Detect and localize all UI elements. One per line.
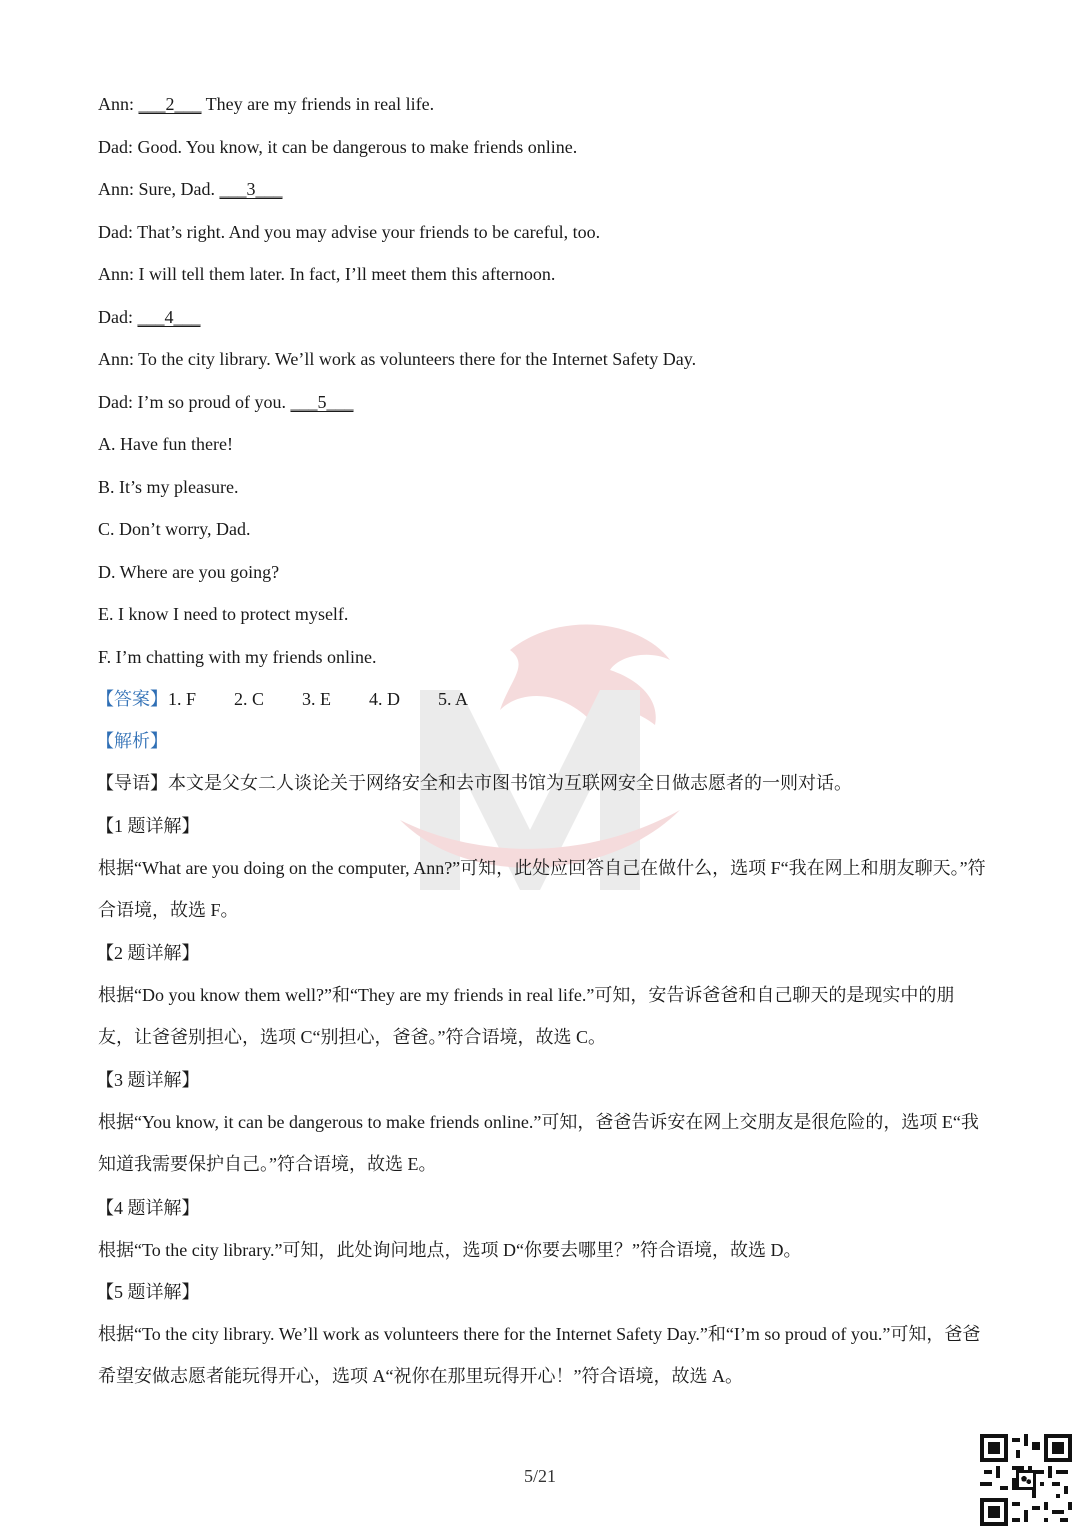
speaker: Dad: (98, 222, 133, 242)
speaker: Ann: (98, 349, 134, 369)
qr-code-icon[interactable] (980, 1434, 1072, 1526)
answer-item: 5. A (438, 689, 469, 709)
page-number: 5/21 (523, 1466, 556, 1486)
answer-item: 1. F (168, 689, 197, 709)
dialogue-text: They are my friends in real life. (201, 94, 435, 114)
intro-line (96, 771, 986, 795)
option-d: D. Where are you going? (98, 562, 280, 582)
dialogue-text: I will tell them later. In fact, I’ll meet them this afternoon. (134, 264, 556, 284)
dialogue-line (98, 262, 988, 286)
detail-label: 【1 题详解】 (96, 816, 200, 836)
dialogue-text: I’m so proud of you. (133, 392, 291, 412)
dialogue-line (98, 135, 988, 159)
speaker: Dad: (98, 137, 133, 157)
speaker: Ann: (98, 179, 134, 199)
dialogue-line (98, 390, 988, 414)
answer-label: 【答案】 (96, 689, 168, 709)
speaker: Ann: (98, 94, 134, 114)
dialogue-line (98, 220, 988, 244)
speaker: Dad: (98, 307, 133, 327)
answer-blank: ___4___ (137, 307, 201, 327)
dialogue-text: To the city library. We’ll work as volunteers there for the Internet Safety Day. (134, 349, 697, 369)
detail-label: 【2 题详解】 (96, 943, 200, 963)
answer-line (96, 687, 986, 711)
analysis-label: 【解析】 (96, 731, 168, 751)
dialogue-text: Good. You know, it can be dangerous to make friends online. (133, 137, 578, 157)
answer-item: 2. C (234, 689, 265, 709)
dialogue-text: That’s right. And you may advise your friends to be careful, too. (133, 222, 601, 242)
dialogue-line (98, 305, 988, 329)
detail-text: 根据“Do you know them well?”和“They are my friends in real life.”可知，安告诉爸爸和自己聊天的是现实中的朋友，让爸爸别担心，选项 C“别担心，爸爸。”符合语境，故选 C。 (98, 985, 955, 1047)
option-b: B. It’s my pleasure. (98, 477, 239, 497)
detail-label: 【3 题详解】 (96, 1070, 200, 1090)
answer-item: 3. E (302, 689, 332, 709)
dialogue-line (98, 92, 988, 116)
detail-label: 【4 题详解】 (96, 1198, 200, 1218)
answer-blank: ___3___ (219, 179, 283, 199)
speaker: Dad: (98, 392, 133, 412)
dialogue-line (98, 347, 988, 371)
answer-blank: ___5___ (290, 392, 354, 412)
detail-label: 【5 题详解】 (96, 1282, 200, 1302)
dialogue-line (98, 177, 988, 201)
option-a: A. Have fun there! (98, 434, 233, 454)
detail-text: 根据“You know, it can be dangerous to make friends online.”可知，爸爸告诉安在网上交朋友是很危险的，选项 E“我知道我需要保护自己。”符合语境，故选 E。 (98, 1112, 979, 1174)
intro-label: 【导语】 (96, 773, 168, 793)
option-e: E. I know I need to protect myself. (98, 604, 349, 624)
detail-text: 根据“To the city library. We’ll work as volunteers there for the Internet Safety Day.”和“I’m so proud of you.”可知，爸爸希望安做志愿者能玩得开心，选项 A“祝你在那里玩得开心！”符合语境，故选 A。 (98, 1324, 981, 1386)
speaker: Ann: (98, 264, 134, 284)
detail-text: 根据“To the city library.”可知，此处询问地点，选项 D“你要去哪里？”符合语境，故选 D。 (98, 1240, 802, 1260)
option-c: C. Don’t worry, Dad. (98, 519, 251, 539)
intro-text: 本文是父女二人谈论关于网络安全和去市图书馆为互联网安全日做志愿者的一则对话。 (168, 773, 852, 793)
answer-item: 4. D (369, 689, 401, 709)
option-f: F. I’m chatting with my friends online. (98, 647, 377, 667)
dialogue-text: Sure, Dad. (134, 179, 220, 199)
detail-text: 根据“What are you doing on the computer, Ann?”可知，此处应回答自己在做什么，选项 F“我在网上和朋友聊天。”符合语境，故选 F。 (98, 858, 986, 920)
answer-blank: ___2___ (138, 94, 202, 114)
